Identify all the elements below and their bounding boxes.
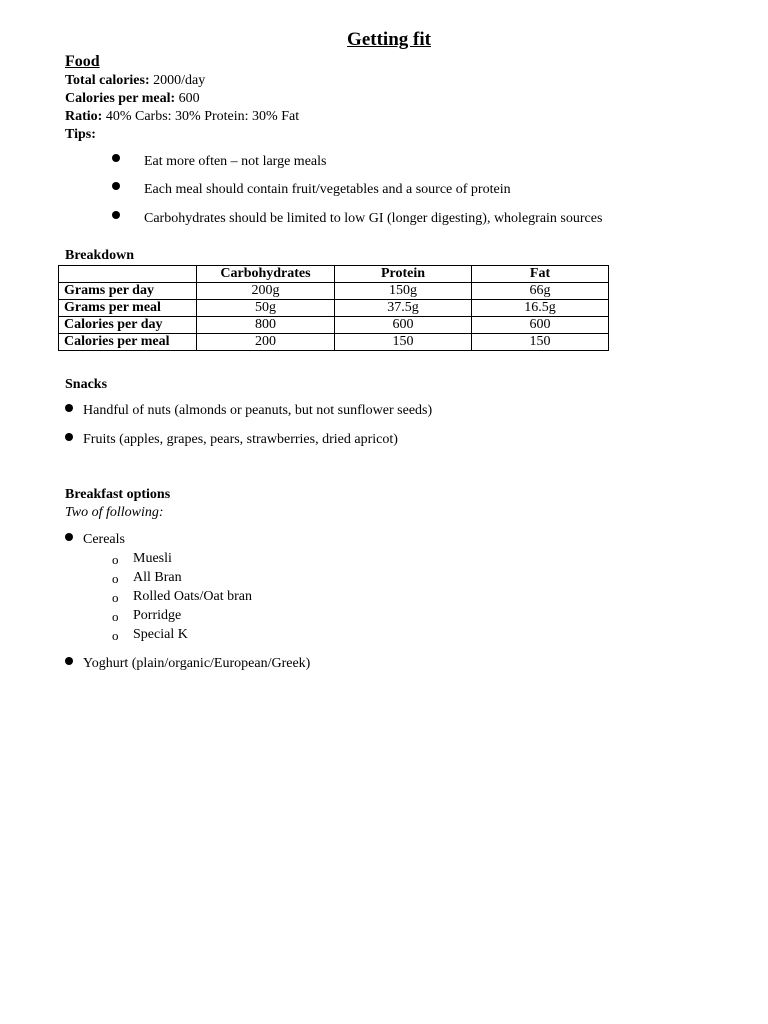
breakdown-heading: Breakdown xyxy=(65,248,134,263)
tip-item: Each meal should contain fruit/vegetables and a source of protein xyxy=(144,182,511,197)
cereal-item: All Bran xyxy=(133,570,182,585)
snack-item: Fruits (apples, grapes, pears, strawberries, dried apricot) xyxy=(83,432,398,447)
snacks-heading: Snacks xyxy=(65,377,108,392)
cereals-label: Cereals xyxy=(83,532,125,547)
table-cell: 600 xyxy=(335,317,472,334)
table-cell: 200 xyxy=(197,334,335,351)
bullet-icon xyxy=(112,182,120,190)
table-row-label: Calories per day xyxy=(59,317,197,334)
table-header-cell: Fat xyxy=(472,266,609,283)
table-header-cell: Protein xyxy=(335,266,472,283)
food-heading: Food xyxy=(65,53,100,70)
ratio-value: 40% Carbs: 30% Protein: 30% Fat xyxy=(102,109,300,124)
sub-bullet-icon: o xyxy=(112,609,119,624)
sub-bullet-icon: o xyxy=(112,628,119,643)
calories-per-meal-label: Calories per meal: xyxy=(65,91,176,106)
cereal-item: Porridge xyxy=(133,608,182,623)
table-header-cell xyxy=(59,266,197,283)
table-header-cell: Carbohydrates xyxy=(197,266,335,283)
total-calories-value: 2000/day xyxy=(149,73,206,88)
table-row xyxy=(59,283,609,300)
table-row xyxy=(59,300,609,317)
tips-label: Tips: xyxy=(65,127,96,142)
sub-bullet-icon: o xyxy=(112,590,119,605)
tip-item: Carbohydrates should be limited to low GI (longer digesting), wholegrain sources xyxy=(144,211,603,226)
table-cell: 66g xyxy=(472,283,609,300)
sub-bullet-icon: o xyxy=(112,571,119,586)
bullet-icon xyxy=(65,657,73,665)
bullet-icon xyxy=(65,533,73,541)
table-cell: 50g xyxy=(197,300,335,317)
snack-item: Handful of nuts (almonds or peanuts, but not sunflower seeds) xyxy=(83,403,433,418)
breakdown-table xyxy=(58,265,609,351)
table-row xyxy=(59,317,609,334)
cereal-item: Muesli xyxy=(133,551,172,566)
bullet-icon xyxy=(65,404,73,412)
sub-bullet-icon: o xyxy=(112,552,119,567)
table-cell: 200g xyxy=(197,283,335,300)
bullet-icon xyxy=(112,154,120,162)
tip-item: Eat more often – not large meals xyxy=(144,154,327,169)
table-header-row xyxy=(59,266,609,283)
table-cell: 800 xyxy=(197,317,335,334)
page-title: Getting fit xyxy=(347,29,431,50)
table-cell: 16.5g xyxy=(472,300,609,317)
table-row-label: Calories per meal xyxy=(59,334,197,351)
table-cell: 150 xyxy=(335,334,472,351)
bullet-icon xyxy=(65,433,73,441)
total-calories-label: Total calories: xyxy=(65,73,150,88)
table-row-label: Grams per day xyxy=(59,283,197,300)
breakfast-heading: Breakfast options xyxy=(65,487,171,502)
ratio-line xyxy=(65,108,299,126)
cereal-item: Rolled Oats/Oat bran xyxy=(133,589,252,604)
table-cell: 600 xyxy=(472,317,609,334)
yoghurt-item: Yoghurt (plain/organic/European/Greek) xyxy=(83,656,311,671)
total-calories-line xyxy=(65,72,205,90)
bullet-icon xyxy=(112,211,120,219)
breakfast-subtitle: Two of following: xyxy=(65,505,164,520)
table-cell: 150g xyxy=(335,283,472,300)
calories-per-meal-line xyxy=(65,90,200,108)
ratio-label: Ratio: xyxy=(65,109,103,124)
calories-per-meal-value: 600 xyxy=(175,91,200,106)
table-cell: 37.5g xyxy=(335,300,472,317)
table-cell: 150 xyxy=(472,334,609,351)
table-row-label: Grams per meal xyxy=(59,300,197,317)
table-row xyxy=(59,334,609,351)
cereal-item: Special K xyxy=(133,627,188,642)
